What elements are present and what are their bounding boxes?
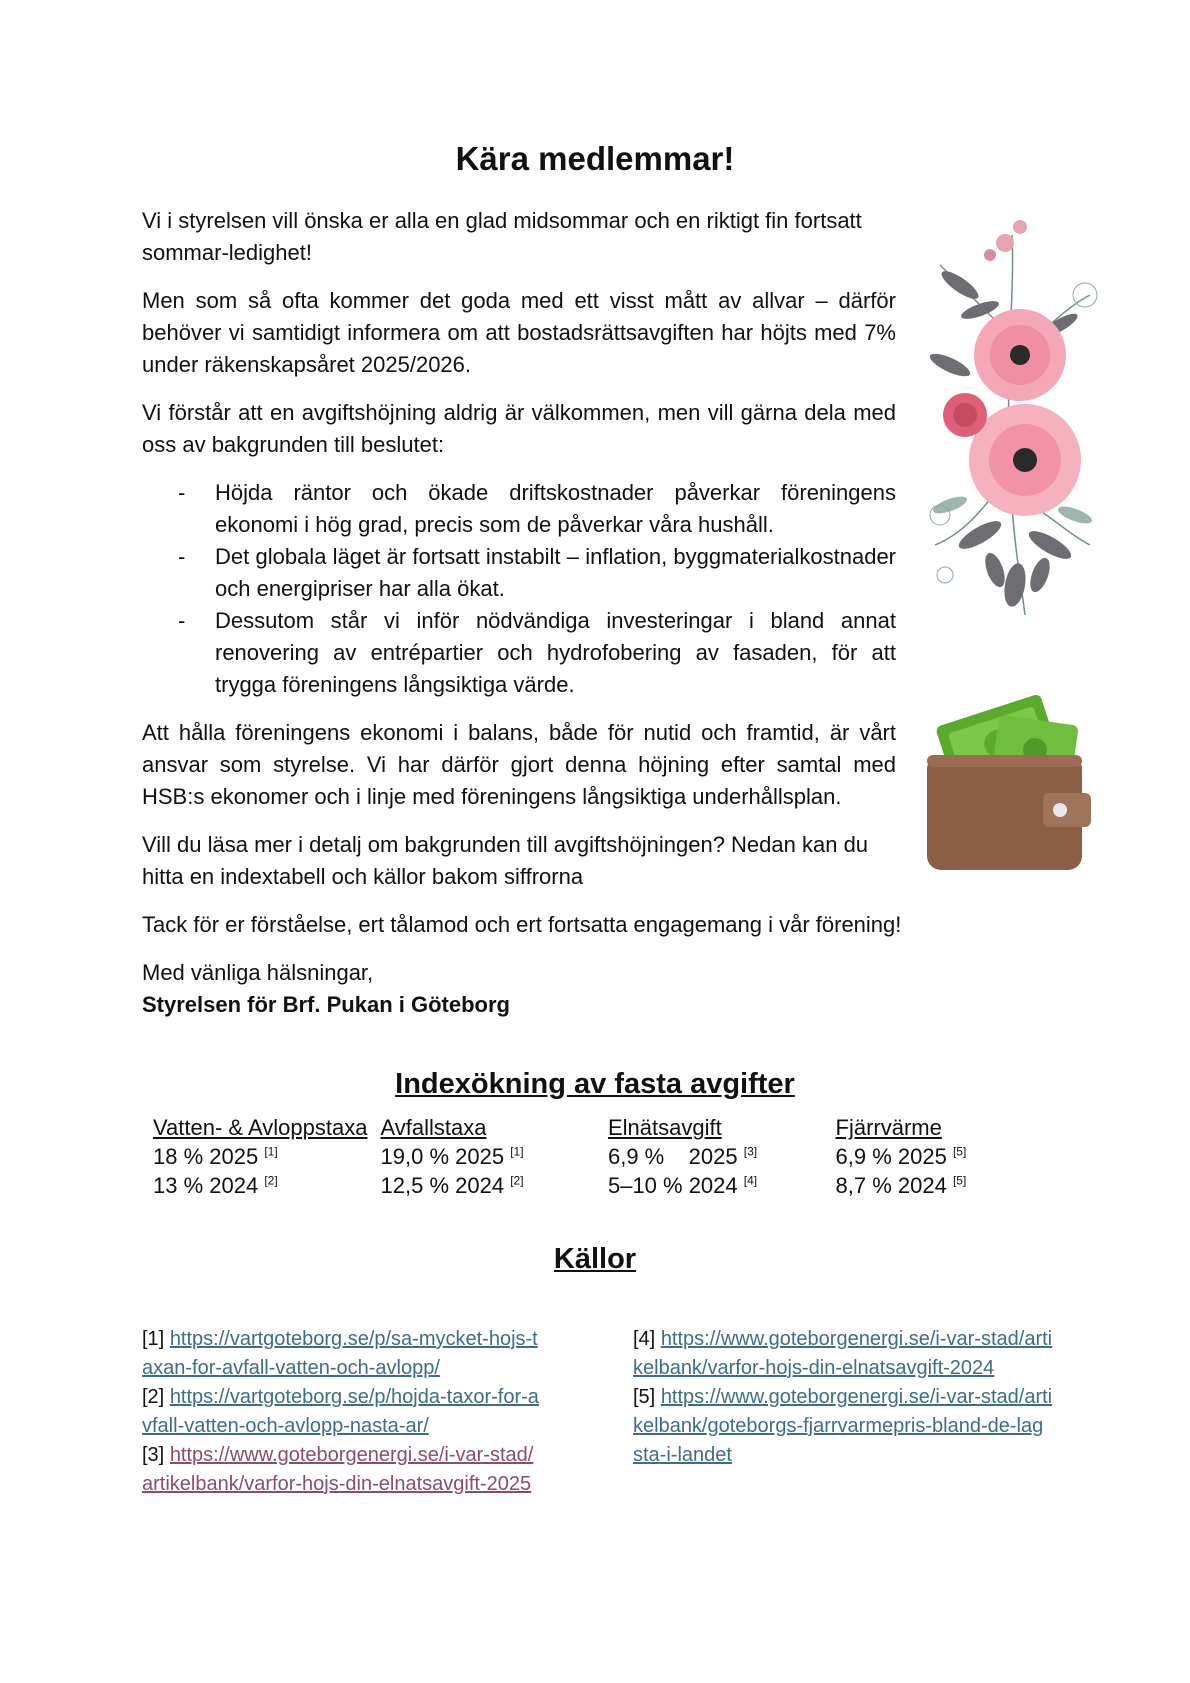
table-row	[153, 1142, 1063, 1171]
bullet-marker: -	[178, 544, 186, 569]
wallet-with-money-icon	[925, 690, 1095, 875]
list-item: - Dessutom står vi inför nödvändiga investeringar i bland annat renovering av entrépartier och hydrofobering av fasaden, för att trygga föreningens långsiktiga värde.	[142, 605, 896, 701]
bullet-marker: -	[178, 480, 186, 505]
table-cell: 12,5 % 2024 [2]	[380, 1173, 524, 1198]
source-item: [1] https://vartgoteborg.se/p/sa-mycket-hojs-taxan-for-avfall-vatten-och-avlopp/	[142, 1328, 538, 1379]
table-cell: 6,9 % 2025 [5]	[835, 1144, 967, 1169]
source-link[interactable]: https://www.goteborgenergi.se/i-var-stad/artikelbank/varfor-hojs-din-elnatsavgift-2025	[142, 1444, 534, 1495]
list-item: - Det globala läget är fortsatt instabilt – inflation, byggmaterialkostnader och energipriser har alla ökat.	[142, 541, 896, 605]
column-header: Vatten- & Avloppstaxa	[153, 1115, 368, 1140]
reasons-list	[142, 477, 896, 701]
source-item: [5] https://www.goteborgenergi.se/i-var-stad/artikelbank/goteborgs-fjarrvarmepris-bland-de-lagsta-i-landet	[633, 1386, 1053, 1466]
flower-bouquet-icon	[920, 215, 1105, 630]
sources-list-left	[142, 1325, 542, 1499]
index-table	[153, 1113, 1063, 1200]
source-link[interactable]: https://www.goteborgenergi.se/i-var-stad/artikelbank/varfor-hojs-din-elnatsavgift-2024	[633, 1328, 1053, 1379]
letter-body	[142, 205, 902, 1037]
table-cell: 8,7 % 2024 [5]	[835, 1173, 967, 1198]
paragraph-fee-increase: Men som så ofta kommer det goda med ett visst mått av allvar – därför behöver vi samtidigt informera om att bostadsrättsavgiften har höjts med 7% under räkenskapsåret 2025/2026.	[142, 288, 896, 377]
table-cell: 5–10 % 2024 [4]	[607, 1173, 758, 1198]
source-item: [4] https://www.goteborgenergi.se/i-var-stad/artikelbank/varfor-hojs-din-elnatsavgift-2024	[633, 1328, 1053, 1379]
list-item: - Höjda räntor och ökade driftskostnader påverkar föreningens ekonomi i hög grad, precis som de påverkar våra hushåll.	[142, 477, 896, 541]
table-row	[153, 1171, 1063, 1200]
sources-list-right	[633, 1325, 1053, 1470]
source-item: [2] https://vartgoteborg.se/p/hojda-taxor-for-avfall-vatten-och-avlopp-nasta-ar/	[142, 1386, 539, 1437]
source-item: [3] https://www.goteborgenergi.se/i-var-stad/artikelbank/varfor-hojs-din-elnatsavgift-2025	[142, 1444, 534, 1495]
table-cell: 13 % 2024 [2]	[153, 1173, 278, 1198]
page-title: Kära medlemmar!	[455, 140, 735, 177]
index-table-title: Indexökning av fasta avgifter	[395, 1068, 795, 1100]
paragraph-read-more: Vill du läsa mer i detalj om bakgrunden till avgiftshöjningen? Nedan kan du hitta en indextabell och källor bakom siffrorna	[142, 832, 869, 889]
signature-block	[142, 957, 896, 1021]
source-link[interactable]: https://vartgoteborg.se/p/sa-mycket-hojs-taxan-for-avfall-vatten-och-avlopp/	[142, 1328, 538, 1379]
column-header: Avfallstaxa	[380, 1115, 487, 1140]
source-link[interactable]: https://www.goteborgenergi.se/i-var-stad/artikelbank/goteborgs-fjarrvarmepris-bland-de-lagsta-i-landet	[633, 1386, 1053, 1466]
table-cell: 18 % 2025 [1]	[153, 1144, 278, 1169]
signature-organization: Styrelsen för Brf. Pukan i Göteborg	[142, 992, 510, 1017]
closing-greeting: Med vänliga hälsningar,	[142, 960, 374, 985]
paragraph-responsibility: Att hålla föreningens ekonomi i balans, både för nutid och framtid, är vårt ansvar som styrelse. Vi har därför gjort denna höjning efter samtal med HSB:s ekonomer och i linje med föreningens långsiktiga underhållsplan.	[142, 720, 896, 809]
table-cell: 6,9 % 2025 [3]	[607, 1144, 758, 1169]
sources-title: Källor	[553, 1243, 637, 1275]
column-header: Fjärrvärme	[835, 1115, 942, 1140]
table-header-row	[153, 1113, 1063, 1142]
column-header: Elnätsavgift	[607, 1115, 722, 1140]
table-cell: 19,0 % 2025 [1]	[380, 1144, 524, 1169]
source-link[interactable]: https://vartgoteborg.se/p/hojda-taxor-for-avfall-vatten-och-avlopp-nasta-ar/	[142, 1386, 539, 1437]
bullet-marker: -	[178, 608, 186, 633]
paragraph-background-intro: Vi förstår att en avgiftshöjning aldrig är välkommen, men vill gärna dela med oss av bakgrunden till beslutet:	[142, 400, 896, 457]
paragraph-greeting-wishes: Vi i styrelsen vill önska er alla en glad midsommar och en riktigt fin fortsatt sommar-ledighet!	[142, 208, 862, 265]
paragraph-thanks: Tack för er förståelse, ert tålamod och ert fortsatta engagemang i vår förening!	[142, 912, 902, 937]
